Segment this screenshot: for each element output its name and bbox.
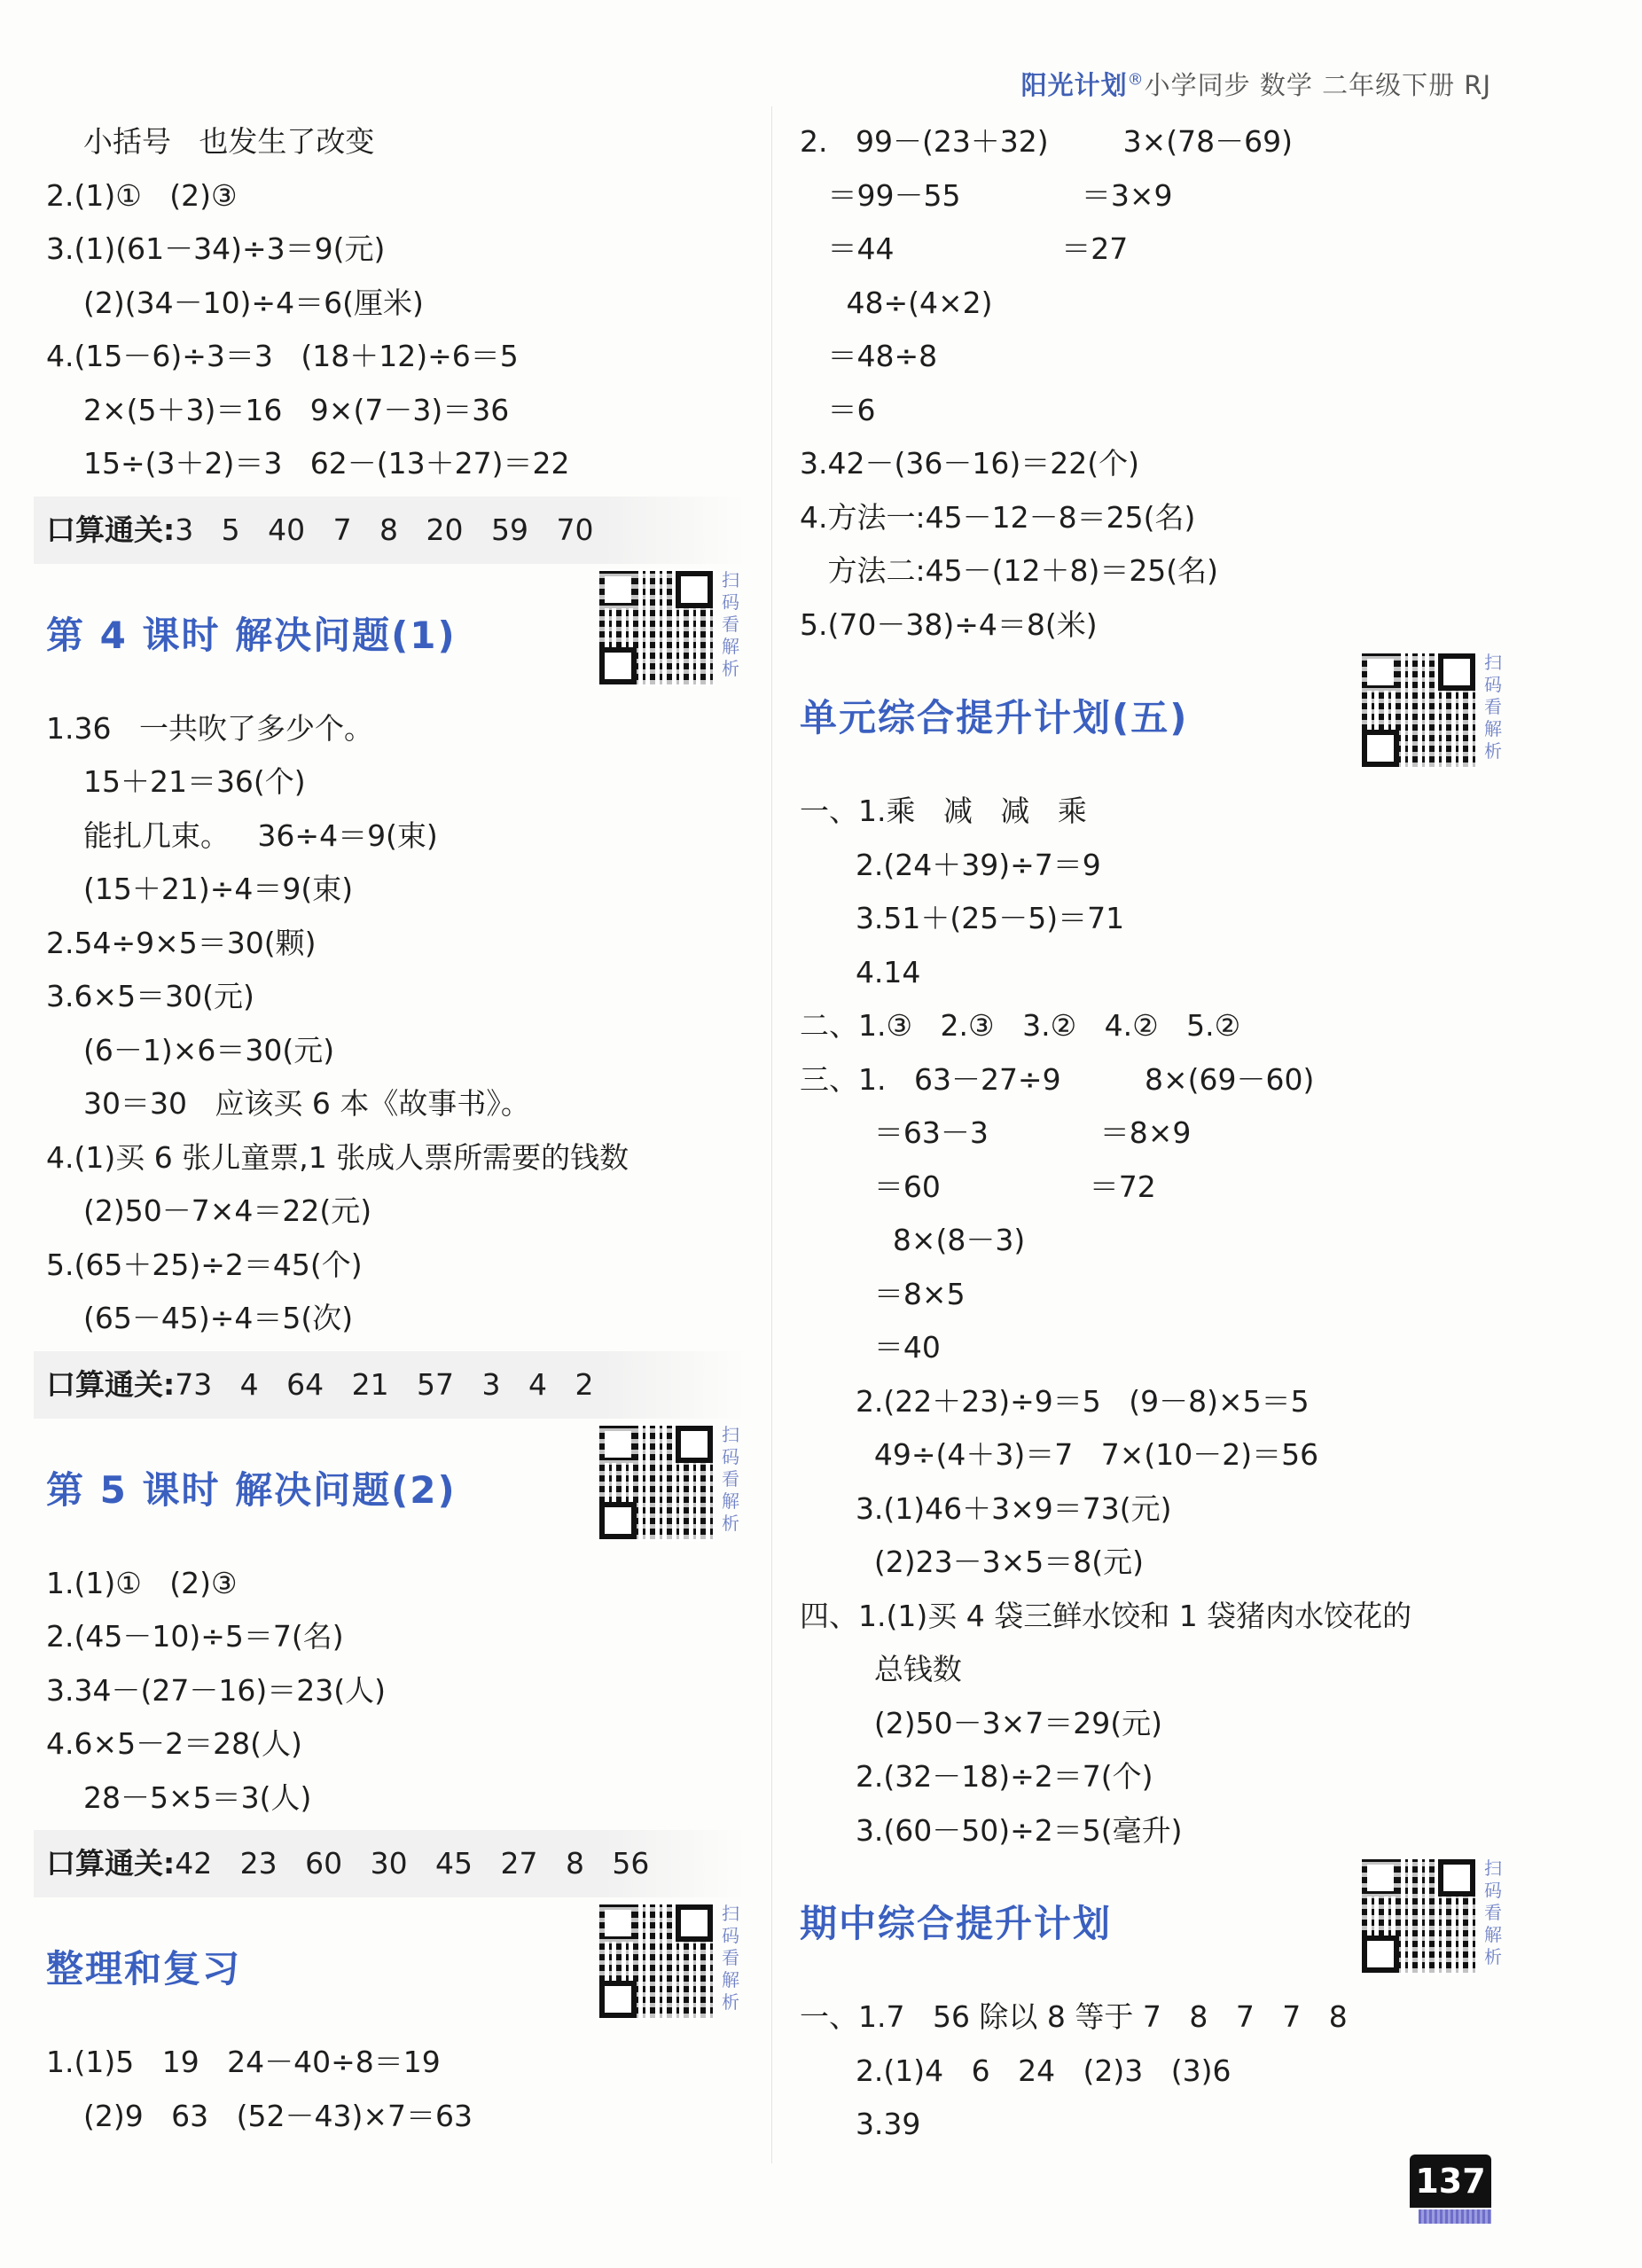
scan-label: 扫码看解析: [1484, 1857, 1502, 1967]
answer-line: 49÷(4＋3)＝7 7×(10－2)＝56: [800, 1437, 1319, 1472]
answer-line: 4.(15－6)÷3＝3 (18＋12)÷6＝5: [46, 339, 519, 373]
answer-line: 一、1.乘 减 减 乘: [800, 794, 1087, 828]
oral-calc-bar: [34, 1830, 747, 1897]
answer-line: 2.(32－18)÷2＝7(个): [800, 1759, 1153, 1794]
answer-line: (2)9 63 (52－43)×7＝63: [46, 2098, 473, 2133]
answer-line: 3.42－(36－16)＝22(个): [800, 446, 1139, 481]
answer-block-review: [46, 2036, 747, 2143]
oral-calc-bar: [34, 497, 747, 564]
answer-line: (65－45)÷4＝5(次): [46, 1301, 354, 1335]
oral-calc-label: 口算通关:: [46, 1366, 176, 1402]
answer-line: 1.36 一共吹了多少个。: [46, 710, 373, 746]
scan-label: 扫码看解析: [722, 1423, 739, 1534]
answer-line: 28－5×5＝3(人): [46, 1779, 312, 1815]
answer-block-lesson4: [46, 702, 747, 1346]
answer-line: 4.14: [800, 954, 921, 989]
scan-label: 扫码看解析: [722, 568, 739, 679]
answer-line: 3.39: [800, 2107, 921, 2141]
answer-line: 4.方法一:45－12－8＝25(名): [800, 499, 1196, 535]
section-midterm: [800, 1857, 1509, 1990]
qr-code-icon[interactable]: [1360, 1857, 1477, 1975]
answer-line: ＝6: [800, 392, 876, 427]
section-title: 第 4 课时 解决问题(1): [46, 613, 457, 657]
answer-line: (15＋21)÷4＝9(束): [46, 872, 354, 906]
header-subtitle: 小学同步 数学 二年级下册 RJ: [1144, 70, 1491, 100]
page-edge-strip: [1419, 2209, 1491, 2224]
scan-label: 扫码看解析: [722, 1903, 739, 2013]
oral-calc-values: 73 4 64 21 57 3 4 2: [175, 1366, 594, 1402]
answer-line: 15＋21＝36(个): [46, 764, 306, 799]
oral-calc-bar: [34, 1351, 747, 1419]
section-unit5: [800, 652, 1509, 785]
section-review: [46, 1903, 747, 2036]
qr-code-icon[interactable]: [1360, 652, 1477, 769]
answer-line: 15÷(3＋2)＝3 62－(13＋27)＝22: [46, 446, 570, 481]
section-title: 整理和复习: [46, 1947, 242, 1990]
answer-line: 2.(1)4 6 24 (2)3 (3)6: [800, 2053, 1232, 2088]
answer-line: 3.(1)46＋3×9＝73(元): [800, 1490, 1172, 1526]
answer-line: 方法二:45－(12＋8)＝25(名): [800, 553, 1219, 588]
answer-line: 8×(8－3): [800, 1223, 1026, 1257]
answer-line: 2.(24＋39)÷7＝9: [800, 847, 1101, 882]
qr-code-icon[interactable]: [598, 569, 715, 686]
oral-calc-values: 42 23 60 30 45 27 8 56: [175, 1846, 650, 1881]
answer-block-review-cont: [800, 115, 1509, 652]
answer-line: 2.54÷9×5＝30(颗): [46, 925, 317, 960]
answer-line: ＝8×5: [800, 1276, 966, 1311]
answer-line: 3.6×5＝30(元): [46, 979, 254, 1013]
answer-line: 30＝30 应该买 6 本《故事书》。: [46, 1086, 530, 1121]
answer-line: 2×(5＋3)＝16 9×(7－3)＝36: [46, 392, 510, 427]
answer-line: ＝99－55 ＝3×9: [800, 177, 1173, 213]
answer-line: 3.34－(27－16)＝23(人): [46, 1672, 386, 1708]
section-lesson5: [46, 1424, 747, 1557]
answer-line: 1.(1)① (2)③: [46, 1565, 238, 1600]
answer-block-lesson5: [46, 1557, 747, 1826]
oral-calc-values: 3 5 40 7 8 20 59 70: [175, 512, 594, 547]
answer-line: 能扎几束。 36÷4＝9(束): [46, 817, 438, 853]
answer-line: 2.(1)① (2)③: [46, 177, 238, 213]
answer-line: 1.(1)5 19 24－40÷8＝19: [46, 2045, 441, 2079]
page-number: 137: [1410, 2155, 1491, 2208]
answer-line: (2)23－3×5＝8(元): [800, 1545, 1145, 1579]
answer-block-midterm: [800, 1990, 1509, 2152]
answer-line: ＝60 ＝72: [800, 1169, 1156, 1204]
answer-line: 3.51＋(25－5)＝71: [800, 901, 1125, 935]
answer-line: 一、1.7 56 除以 8 等于 7 8 7 7 8: [800, 1999, 1348, 2034]
answer-line: (2)50－3×7＝29(元): [800, 1705, 1163, 1740]
answer-line: 2. 99－(23＋32) 3×(78－69): [800, 124, 1293, 159]
section-title: 第 5 课时 解决问题(2): [46, 1467, 457, 1512]
answer-line: 总钱数: [800, 1652, 962, 1686]
registered-mark: ®: [1127, 70, 1145, 90]
answer-line: ＝40: [800, 1330, 941, 1365]
answer-line: 5.(70－38)÷4＝8(米): [800, 606, 1098, 642]
brand-name: 阳光计划: [1020, 70, 1128, 100]
answer-block-unit5: [800, 785, 1509, 1857]
answer-line: ＝44 ＝27: [800, 231, 1129, 266]
answer-line: 5.(65＋25)÷2＝45(个): [46, 1247, 363, 1282]
qr-code-icon[interactable]: [598, 1903, 715, 2020]
answer-line: (2)50－7×4＝22(元): [46, 1193, 372, 1228]
right-column: [800, 115, 1509, 2152]
answer-line: 4.6×5－2＝28(人): [46, 1726, 302, 1761]
section-title: 单元综合提升计划(五): [800, 696, 1189, 739]
answer-line: 三、1. 63－27÷9 8×(69－60): [800, 1061, 1315, 1097]
answer-line: 2.(45－10)÷5＝7(名): [46, 1619, 344, 1654]
left-column: [46, 115, 747, 2143]
answer-line: ＝63－3 ＝8×9: [800, 1115, 1192, 1150]
page-header: [1021, 66, 1491, 102]
oral-calc-label: 口算通关:: [46, 1846, 176, 1881]
answer-line: 3.(1)(61－34)÷3＝9(元): [46, 231, 386, 266]
answer-line: 四、1.(1)买 4 袋三鲜水饺和 1 袋猪肉水饺花的: [800, 1598, 1412, 1633]
answer-line: 4.(1)买 6 张儿童票,1 张成人票所需要的钱数: [46, 1139, 629, 1175]
answer-line: 二、1.③ 2.③ 3.② 4.② 5.②: [800, 1008, 1241, 1043]
answer-line: ＝48÷8: [800, 339, 938, 373]
answer-line: 小括号 也发生了改变: [46, 124, 375, 159]
answer-block-lesson3-cont: [46, 115, 747, 491]
oral-calc-label: 口算通关:: [46, 512, 176, 547]
section-lesson4: [46, 569, 747, 702]
answer-line: 2.(22＋23)÷9＝5 (9－8)×5＝5: [800, 1383, 1310, 1419]
answer-line: 3.(60－50)÷2＝5(毫升): [800, 1812, 1183, 1848]
qr-code-icon[interactable]: [598, 1424, 715, 1541]
answer-line: (2)(34－10)÷4＝6(厘米): [46, 285, 424, 320]
column-divider: [771, 106, 772, 2163]
answer-line: (6－1)×6＝30(元): [46, 1032, 335, 1068]
section-title: 期中综合提升计划: [800, 1902, 1113, 1945]
scan-label: 扫码看解析: [1484, 652, 1502, 762]
answer-line: 48÷(4×2): [800, 285, 993, 320]
